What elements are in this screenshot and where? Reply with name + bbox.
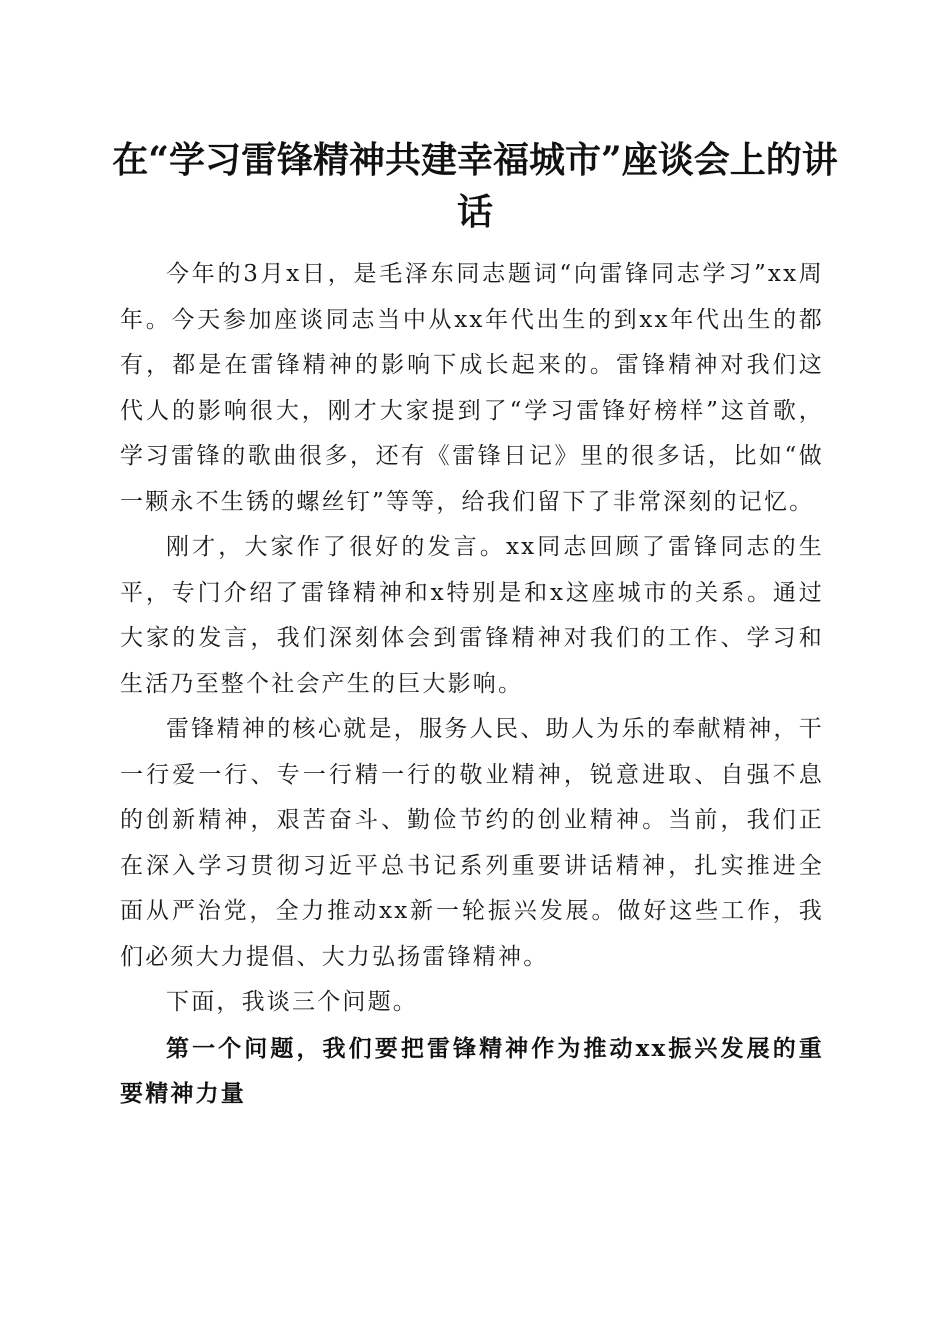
document-body bbox=[120, 252, 824, 1117]
document-title: 在“学习雷锋精神共建幸福城市”座谈会上的讲话 bbox=[112, 139, 838, 233]
paragraph-three-issues: 下面，我谈三个问题。 bbox=[166, 989, 418, 1015]
paragraph-speeches-review: 刚才，大家作了很好的发言。xx同志回顾了雷锋同志的生平，专门介绍了雷锋精神和x特别是和x这座城市的关系。通过大家的发言，我们深刻体会到雷锋精神对我们的工作、学习和生活乃至整个社会产生的巨大影响。 bbox=[120, 534, 824, 697]
paragraph-intro: 今年的3月x日，是毛泽东同志题词“向雷锋同志学习”xx周年。今天参加座谈同志当中从xx年代出生的到xx年代出生的都有，都是在雷锋精神的影响下成长起来的。雷锋精神对我们这代人的影响很大，刚才大家提到了“学习雷锋好榜样”这首歌，学习雷锋的歌曲很多，还有《雷锋日记》里的很多话，比如“做一颗永不生锈的螺丝钉”等等，给我们留下了非常深刻的记忆。 bbox=[120, 261, 824, 515]
section-heading-first-issue: 第一个问题，我们要把雷锋精神作为推动xx振兴发展的重要精神力量 bbox=[120, 1034, 824, 1107]
paragraph-spirit-core: 雷锋精神的核心就是，服务人民、助人为乐的奉献精神，干一行爱一行、专一行精一行的敬业精神，锐意进取、自强不息的创新精神，艰苦奋斗、勤俭节约的创业精神。当前，我们正在深入学习贯彻习近平总书记系列重要讲话精神，扎实推进全面从严治党，全力推动xx新一轮振兴发展。做好这些工作，我们必须大力提倡、大力弘扬雷锋精神。 bbox=[120, 716, 824, 970]
